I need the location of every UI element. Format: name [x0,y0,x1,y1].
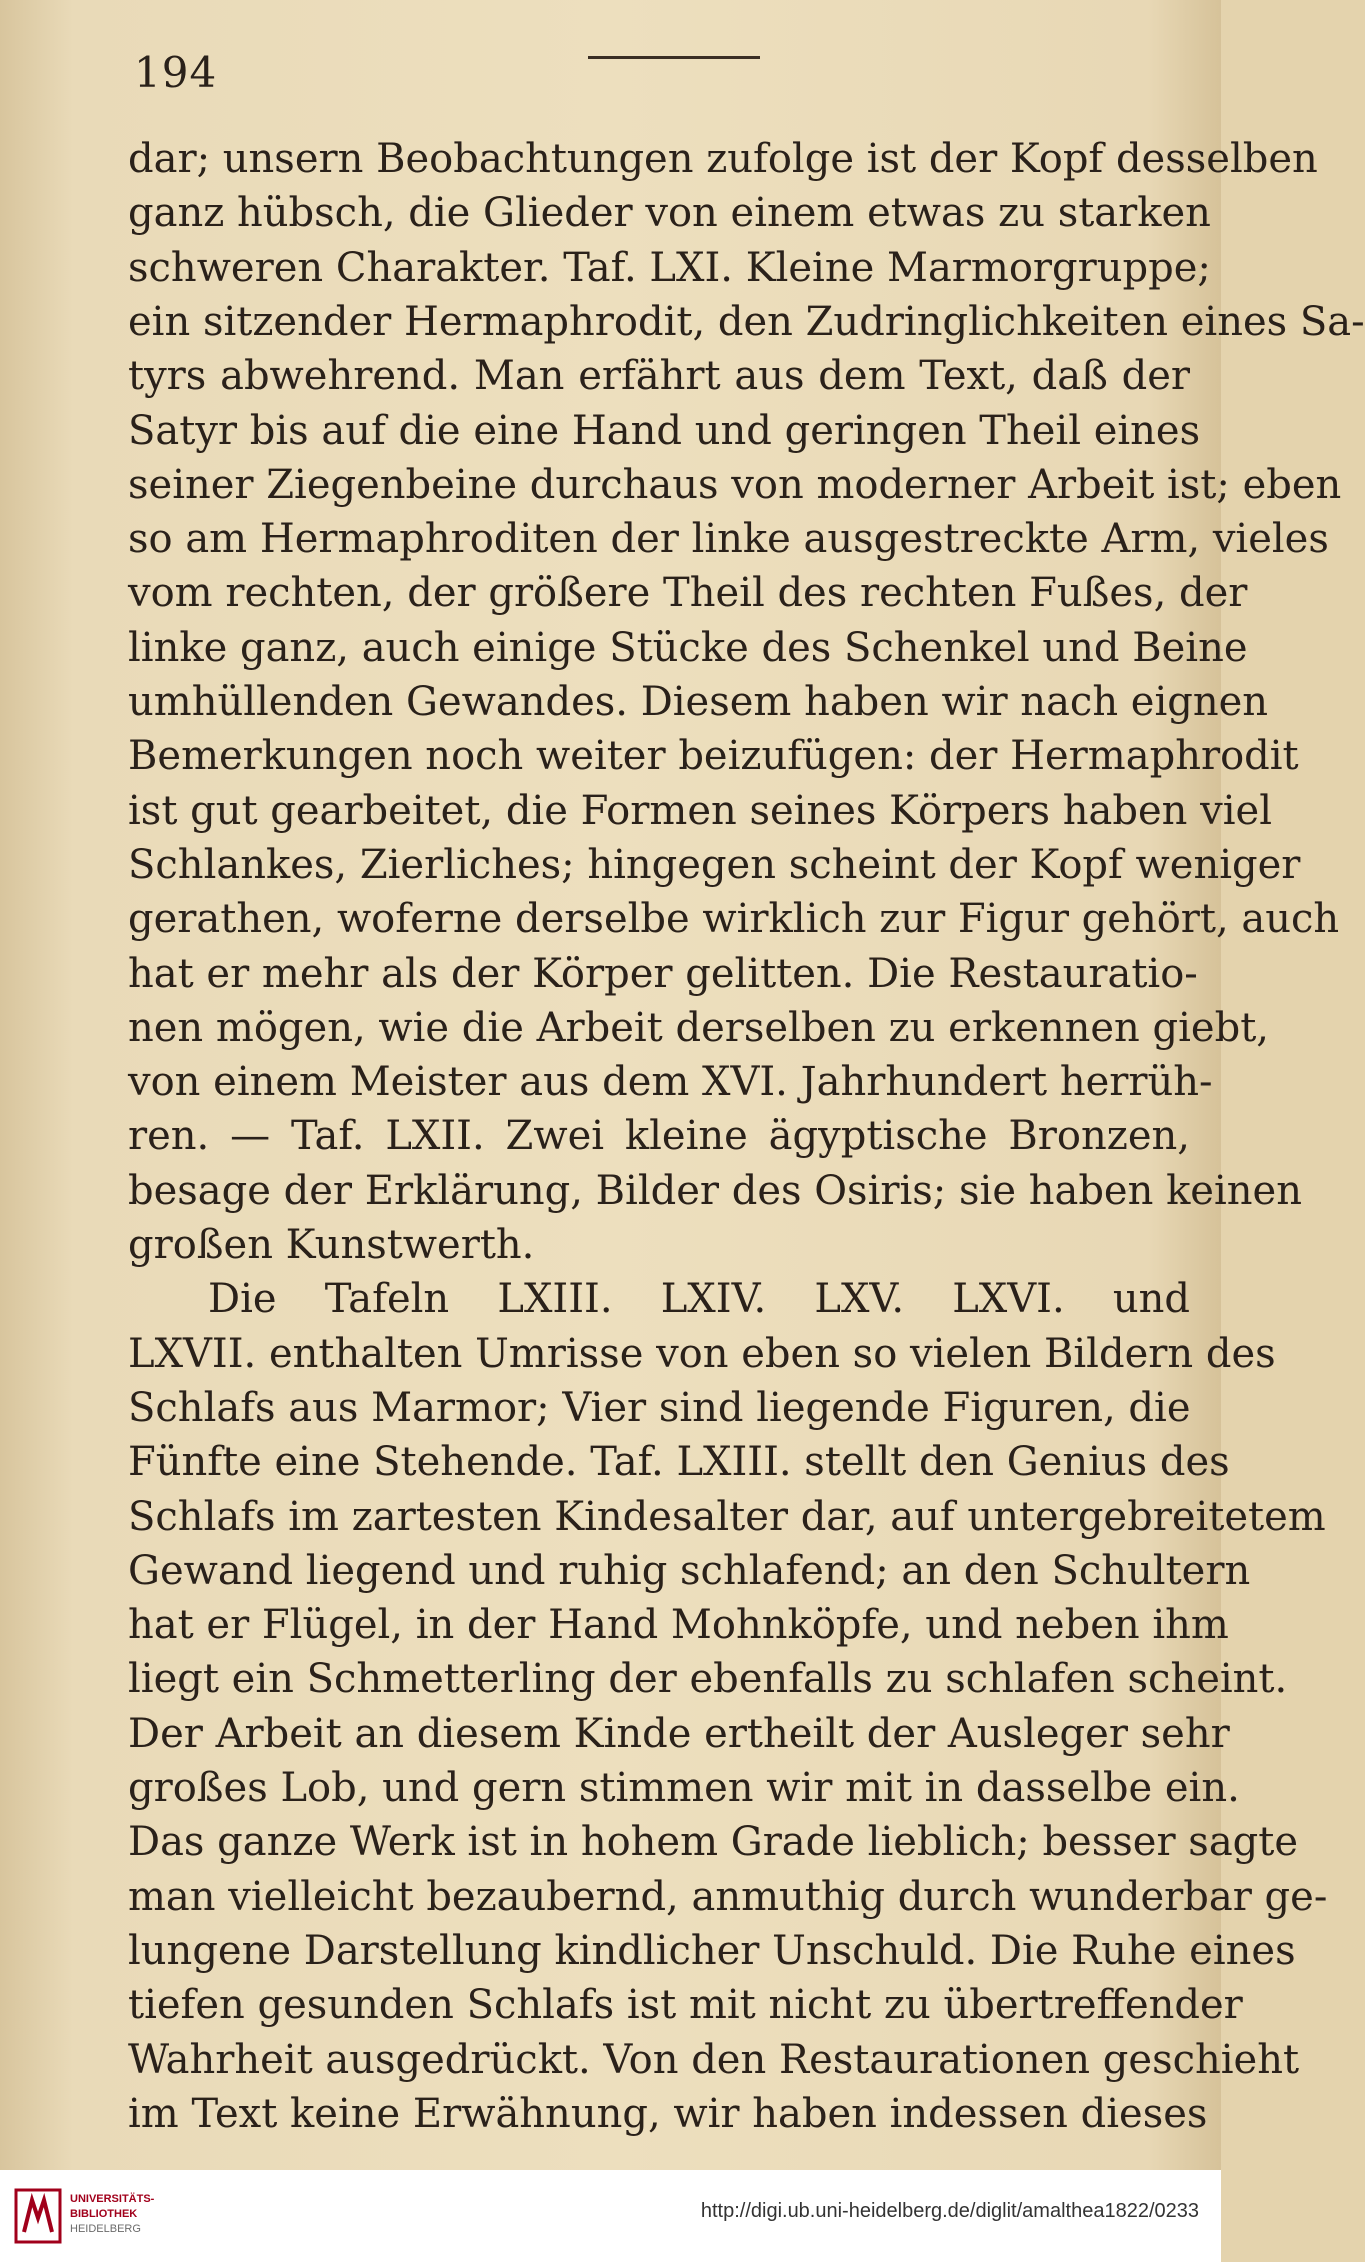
text-line: Bemerkungen noch weiter beizufügen: der Hermaphrodit [128,733,1299,780]
text-line: besage der Erklärung, Bilder des Osiris; sie haben keinen [128,1167,1302,1214]
text-line: nen mögen, wie die Arbeit derselben zu erkennen giebt, [128,1004,1269,1051]
text-line: von einem Meister aus dem XVI. Jahrhundert herrüh- [128,1059,1213,1106]
text-line: hat er mehr als der Körper gelitten. Die Restauratio- [128,950,1198,997]
text-line: linke ganz, auch einige Stücke des Schenkel und Beine [128,624,1248,671]
text-line: ist gut gearbeitet, die Formen seines Körpers haben viel [128,787,1273,834]
library-seal-icon [14,2188,62,2244]
text-line: hat er Flügel, in der Hand Mohnköpfe, und neben ihm [128,1602,1229,1649]
text-line: großes Lob, und gern stimmen wir mit in dasselbe ein. [128,1765,1240,1811]
text-line: dar; unsern Beobachtungen zufolge ist der Kopf desselben [128,136,1318,182]
logo-line-1: UNIVERSITÄTS- [70,2193,155,2205]
text-line: Fünfte eine Stehende. Taf. LXIII. stellt den Genius des [128,1439,1230,1486]
text-line: man vielleicht bezaubernd, anmuthig durch wunderbar ge- [128,1873,1328,1920]
text-line: Schlafs im zartesten Kindesalter dar, auf untergebreitetem [128,1493,1326,1540]
library-logo [14,2184,164,2248]
footer-bar [0,2170,1221,2262]
page-number: 194 [134,48,218,97]
text-line: schweren Charakter. Taf. LXI. Kleine Marmorgruppe; [128,244,1211,291]
text-line: liegt ein Schmetterling der ebenfalls zu schlafen scheint. [128,1656,1288,1703]
text-line: umhüllenden Gewandes. Diesem haben wir nach eignen [128,679,1269,725]
text-line: Gewand liegend und ruhig schlafend; an den Schultern [128,1547,1251,1594]
text-line: Die Tafeln LXIII. LXIV. LXV. LXVI. und [208,1276,1190,1323]
text-line: ren. — Taf. LXII. Zwei kleine ägyptische Bronzen, [128,1113,1190,1160]
logo-line-2: BIBLIOTHEK [70,2208,138,2220]
text-line: Schlankes, Zierliches; hingegen scheint der Kopf weniger [128,841,1301,888]
text-line: ein sitzender Hermaphrodit, den Zudringlichkeiten eines Sa- [128,298,1365,345]
text-line: Das ganze Werk ist in hohem Grade lieblich; besser sagte [128,1819,1299,1866]
library-logo-text [70,2192,154,2237]
text-line: tiefen gesunden Schlafs ist mit nicht zu übertreffender [128,1982,1243,2029]
text-line: ganz hübsch, die Glieder von einem etwas zu starken [128,190,1211,237]
text-line: Der Arbeit an diesem Kinde ertheilt der Ausleger sehr [128,1710,1230,1757]
text-line: großen Kunstwerth. [128,1222,535,1268]
text-line: lungene Darstellung kindlicher Unschuld. Die Ruhe eines [128,1927,1296,1974]
text-line: vom rechten, der größere Theil des rechten Fußes, der [128,570,1248,617]
source-url-link[interactable]: http://digi.ub.uni-heidelberg.de/diglit/amalthea1822/0233 [700,2200,1199,2222]
text-line: so am Hermaphroditen der linke ausgestreckte Arm, vieles [128,516,1329,563]
text-line: Satyr bis auf die eine Hand und geringen Theil eines [128,407,1201,454]
text-line: seiner Ziegenbeine durchaus von moderner Arbeit ist; eben [128,461,1342,508]
text-line: gerathen, woferne derselbe wirklich zur Figur gehört, auch [128,896,1340,943]
text-line: Wahrheit ausgedrückt. Von den Restaurationen geschieht [128,2036,1300,2083]
text-line: tyrs abwehrend. Man erfährt aus dem Text, daß der [128,353,1190,400]
text-line: im Text keine Erwähnung, wir haben indessen dieses [128,2090,1208,2137]
logo-line-3: HEIDELBERG [70,2223,141,2235]
header-rule [588,56,760,59]
text-line: LXVII. enthalten Umrisse von eben so vielen Bildern des [128,1330,1276,1377]
text-line: Schlafs aus Marmor; Vier sind liegende Figuren, die [128,1384,1191,1431]
